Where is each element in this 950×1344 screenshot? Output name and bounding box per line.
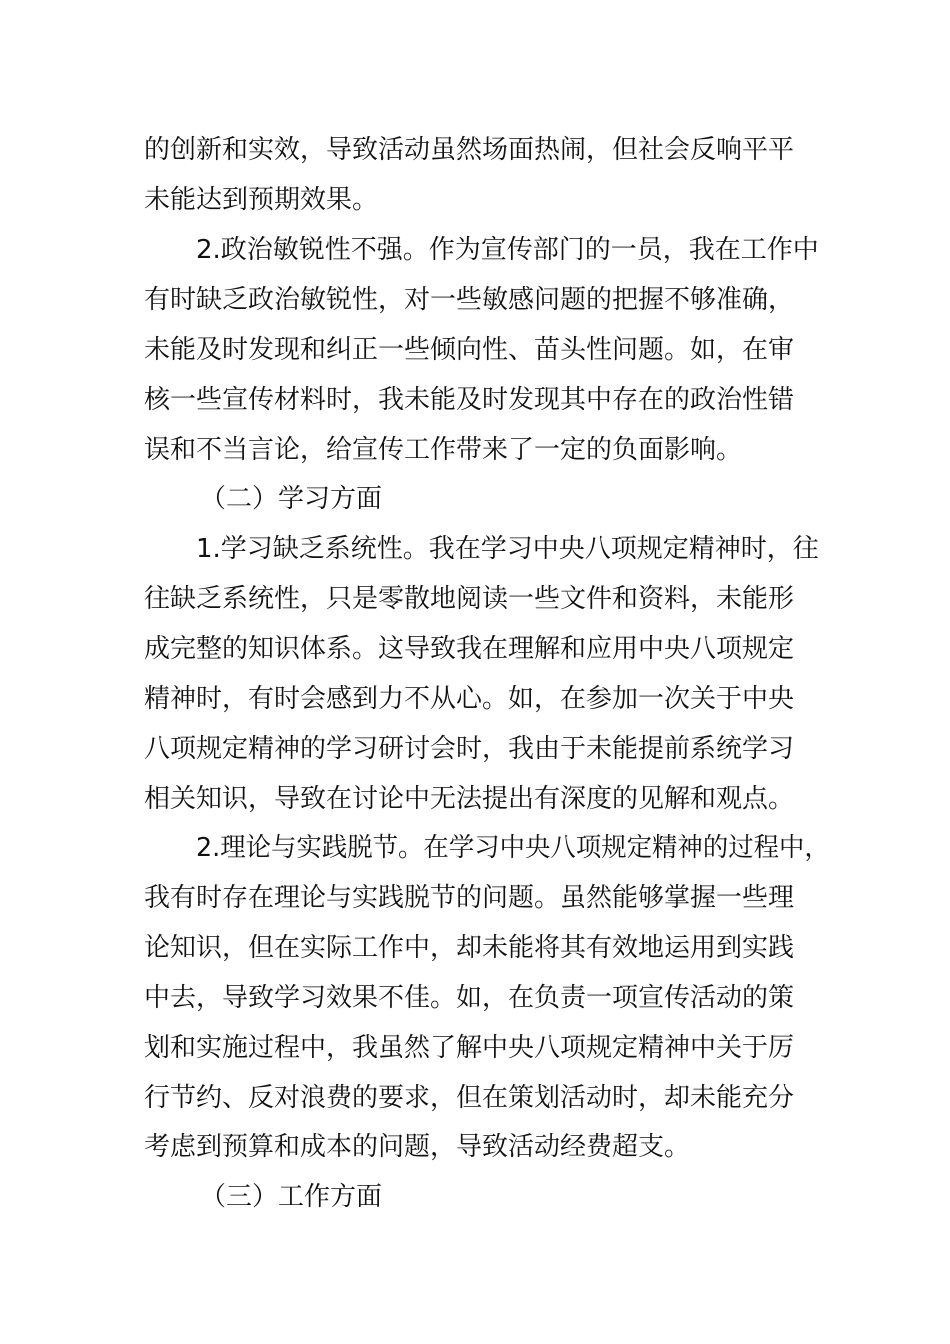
text-line: 中去，导致学习效果不佳。如，在负责一项宣传活动的策 bbox=[144, 983, 795, 1013]
text-line: 的创新和实效，导致活动虽然场面热闹，但社会反响平平 bbox=[144, 135, 795, 165]
text-line: 有时缺乏政治敏锐性，对一些敏感问题的把握不够准确， bbox=[144, 285, 795, 315]
section-heading-work: （三）工作方面 bbox=[200, 1182, 383, 1212]
paragraph-heading-line: 2.政治敏锐性不强。作为宣传部门的一员，我在工作中 bbox=[196, 235, 819, 265]
text-line: 误和不当言论，给宣传工作带来了一定的负面影响。 bbox=[144, 435, 743, 465]
text-line: 未能达到预期效果。 bbox=[144, 185, 379, 215]
text-line: 精神时，有时会感到力不从心。如，在参加一次关于中央 bbox=[144, 684, 795, 714]
text-line: 核一些宣传材料时，我未能及时发现其中存在的政治性错 bbox=[144, 385, 795, 415]
text-line: 划和实施过程中，我虽然了解中央八项规定精神中关于厉 bbox=[144, 1033, 795, 1063]
paragraph-heading-line: 2.理论与实践脱节。在学习中央八项规定精神的过程中， bbox=[196, 833, 830, 863]
text-line: 行节约、反对浪费的要求，但在策划活动时，却未能充分 bbox=[144, 1083, 795, 1113]
text-line: 论知识，但在实际工作中，却未能将其有效地运用到实践 bbox=[144, 933, 795, 963]
section-heading-study: （二）学习方面 bbox=[200, 484, 383, 514]
text-line: 我有时存在理论与实践脱节的问题。虽然能够掌握一些理 bbox=[144, 883, 795, 913]
text-line: 考虑到预算和成本的问题，导致活动经费超支。 bbox=[144, 1132, 691, 1162]
text-line: 成完整的知识体系。这导致我在理解和应用中央八项规定 bbox=[144, 634, 795, 664]
text-line: 往缺乏系统性，只是零散地阅读一些文件和资料，未能形 bbox=[144, 584, 795, 614]
text-line: 相关知识，导致在讨论中无法提出有深度的见解和观点。 bbox=[144, 784, 795, 814]
text-line: 八项规定精神的学习研讨会时，我由于未能提前系统学习 bbox=[144, 734, 795, 764]
paragraph-heading-line: 1.学习缺乏系统性。我在学习中央八项规定精神时，往 bbox=[196, 534, 819, 564]
text-line: 未能及时发现和纠正一些倾向性、苗头性问题。如，在审 bbox=[144, 335, 795, 365]
